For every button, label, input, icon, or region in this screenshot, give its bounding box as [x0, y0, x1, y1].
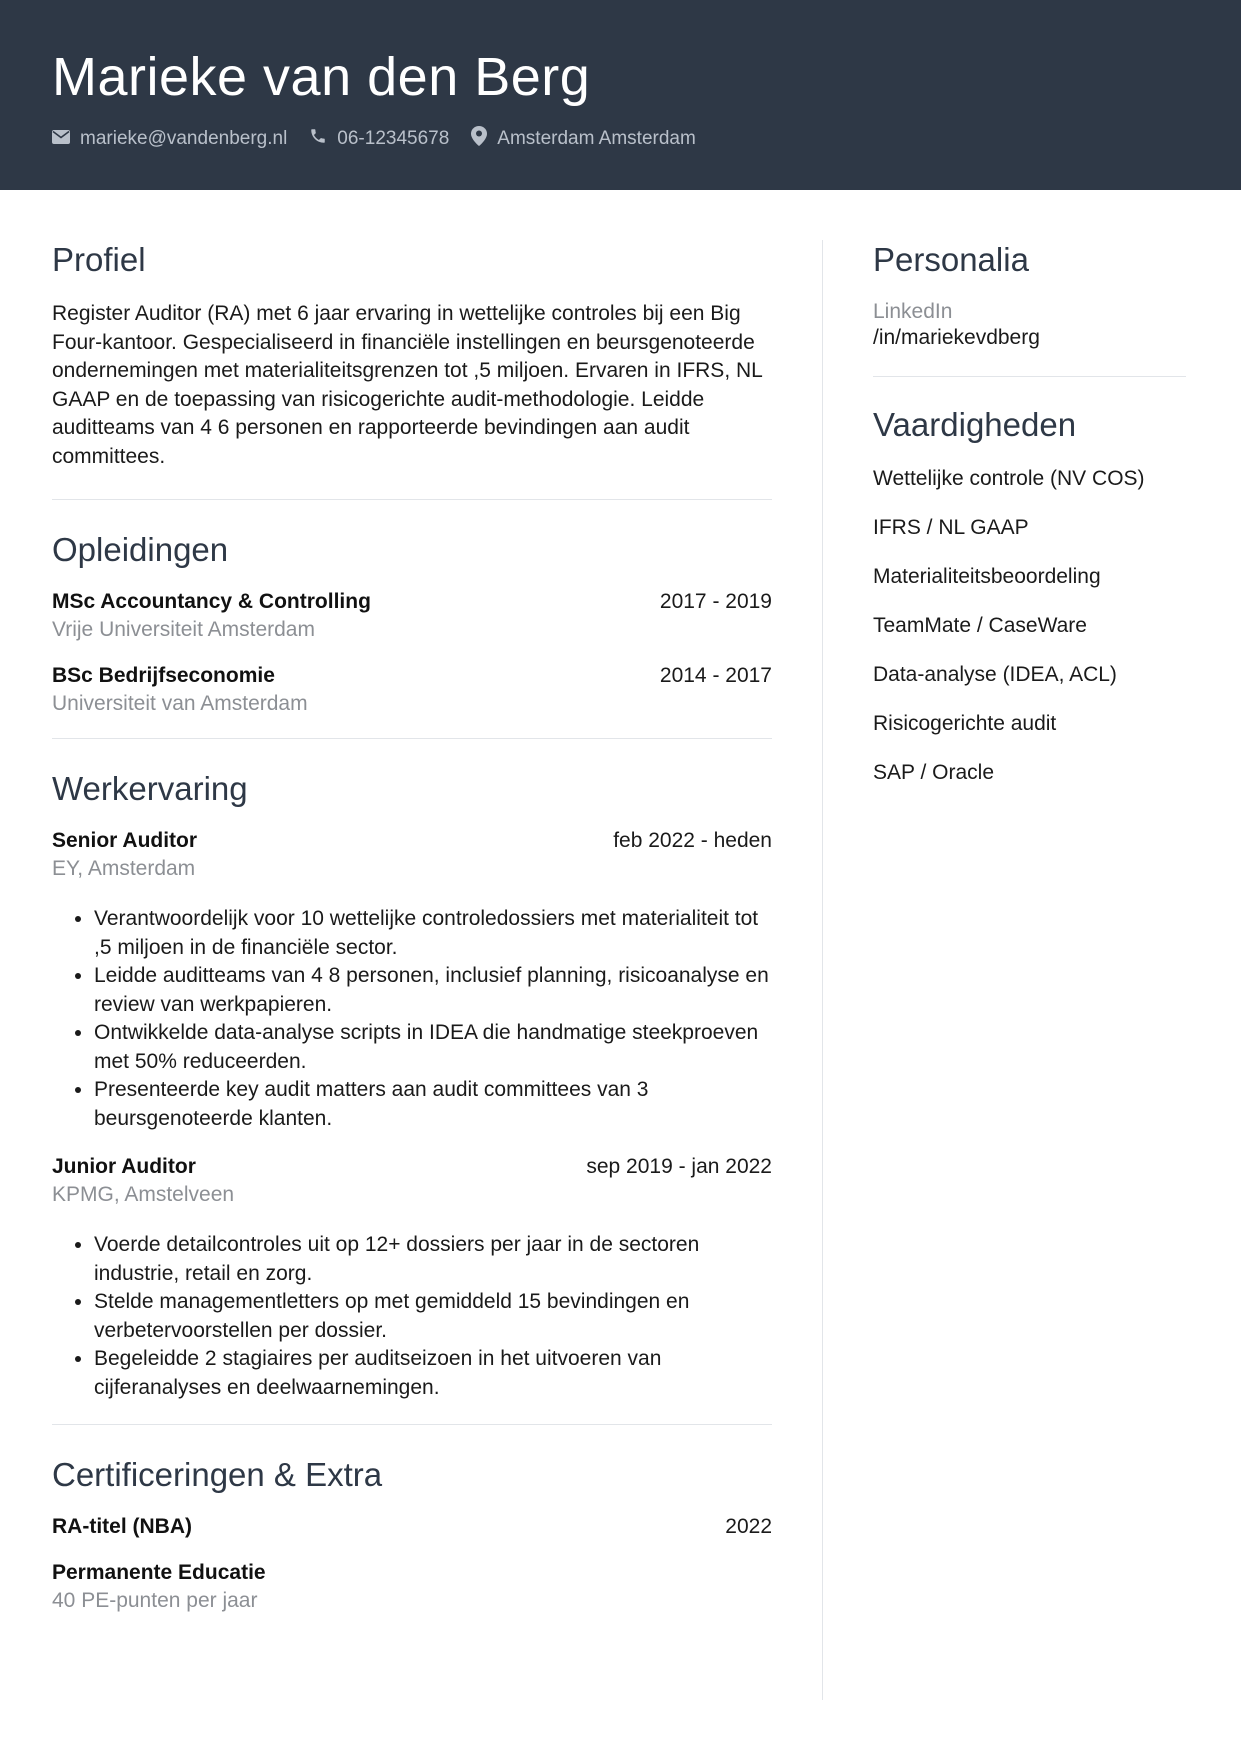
achievement-item: • Verantwoordelijk voor 10 wettelijke controledossiers met materialiteit tot ,5 miljoen in de financiële sector.	[94, 905, 772, 962]
job-dates: feb 2022 - heden	[613, 829, 772, 852]
skill-item: SAP / Oracle	[873, 761, 994, 784]
education-dates: 2014 - 2017	[659, 664, 772, 687]
education-title: Opleidingen	[52, 531, 229, 568]
skill-item: IFRS / NL GAAP	[873, 516, 1029, 539]
certification-name: RA-titel (NBA)	[52, 1515, 192, 1538]
sidebar-column	[873, 240, 1186, 1700]
certification-name: Permanente Educatie	[52, 1561, 266, 1584]
phone-icon	[309, 127, 337, 151]
job-company: KPMG, Amstelveen	[52, 1183, 235, 1206]
resume-header	[0, 0, 1241, 190]
job-dates: sep 2019 - jan 2022	[586, 1155, 772, 1178]
certification-entry	[52, 1561, 772, 1613]
achievement-item: • Leidde auditteams van 4 8 personen, inclusief planning, risicoanalyse en review van werkpapieren.	[94, 962, 772, 1019]
education-section	[52, 530, 772, 716]
column-divider	[822, 240, 823, 1700]
section-divider	[52, 1424, 772, 1425]
education-entry	[52, 664, 772, 716]
achievement-item: • Voerde detailcontroles uit op 12+ dossiers per jaar in de sectoren industrie, retail en zorg.	[94, 1231, 772, 1288]
experience-title: Werkervaring	[52, 770, 248, 807]
resume-body	[0, 190, 1241, 1700]
job-company: EY, Amsterdam	[52, 857, 196, 880]
achievement-item: • Presenteerde key audit matters aan audit committees van 3 beursgenoteerde klanten.	[94, 1076, 772, 1133]
education-dates: 2017 - 2019	[659, 590, 772, 613]
location-text: Amsterdam Amsterdam	[497, 128, 696, 149]
job-achievements	[52, 1231, 772, 1402]
achievement-item: • Ontwikkelde data-analyse scripts in IDEA die handmatige steekproeven met 50% reduceerden.	[94, 1019, 772, 1076]
contact-email[interactable]	[52, 128, 287, 150]
candidate-name: Marieke van den Berg	[52, 47, 591, 107]
degree-title: MSc Accountancy & Controlling	[52, 590, 371, 613]
certification-date: 2022	[725, 1515, 772, 1538]
achievement-item: • Stelde managementletters op met gemiddeld 15 bevindingen en verbetervoorstellen per dossier.	[94, 1288, 772, 1345]
skills-title: Vaardigheden	[873, 406, 1077, 443]
section-divider	[52, 738, 772, 739]
certification-entry	[52, 1515, 772, 1539]
envelope-icon	[52, 128, 80, 150]
personal-section	[873, 240, 1186, 350]
profile-title: Profiel	[52, 241, 146, 278]
personal-title: Personalia	[873, 241, 1029, 278]
school-name: Universiteit van Amsterdam	[52, 692, 308, 715]
skill-item: Wettelijke controle (NV COS)	[873, 467, 1145, 490]
experience-section	[52, 769, 772, 1402]
job-role: Junior Auditor	[52, 1155, 196, 1178]
profile-text: Register Auditor (RA) met 6 jaar ervaring in wettelijke controles bij een Big Four-kantoor. Gespecialiseerd in financiële instellingen en beursgenoteerde ondernemingen met materialiteitsgrenzen tot ,5 miljoen. Ervaren in IFRS, NL GAAP en de toepassing van risicogerichte audit-methodologie. Leidde auditteams van 4 6 personen en rapporteerde bevindingen aan audit committees.	[52, 302, 763, 468]
skill-item: Risicogerichte audit	[873, 712, 1057, 735]
skill-item: Materialiteitsbeoordeling	[873, 565, 1101, 588]
section-divider	[52, 499, 772, 500]
linkedin-label: LinkedIn	[873, 300, 953, 323]
contact-location	[471, 126, 696, 152]
skill-item: TeamMate / CaseWare	[873, 614, 1087, 637]
experience-entry	[52, 1155, 772, 1402]
job-achievements	[52, 905, 772, 1133]
profile-section	[52, 240, 772, 471]
email-text: marieke@vandenberg.nl	[80, 128, 288, 149]
phone-text: 06-12345678	[337, 128, 450, 149]
linkedin-link[interactable]: /in/mariekevdberg	[873, 326, 1040, 349]
section-divider	[873, 376, 1186, 377]
contact-bar	[52, 126, 1189, 152]
school-name: Vrije Universiteit Amsterdam	[52, 618, 315, 641]
certifications-title: Certificeringen & Extra	[52, 1456, 383, 1493]
contact-phone[interactable]	[309, 127, 449, 151]
job-role: Senior Auditor	[52, 829, 198, 852]
skill-item: Data-analyse (IDEA, ACL)	[873, 663, 1117, 686]
education-entry	[52, 590, 772, 642]
main-column	[52, 240, 772, 1700]
map-pin-icon	[471, 126, 497, 152]
experience-entry	[52, 829, 772, 1133]
skills-section	[873, 405, 1186, 787]
certifications-section	[52, 1455, 772, 1613]
certification-detail: 40 PE-punten per jaar	[52, 1589, 258, 1612]
achievement-item: • Begeleidde 2 stagiaires per auditseizoen in het uitvoeren van cijferanalyses en deelwaarnemingen.	[94, 1345, 772, 1402]
degree-title: BSc Bedrijfseconomie	[52, 664, 275, 687]
